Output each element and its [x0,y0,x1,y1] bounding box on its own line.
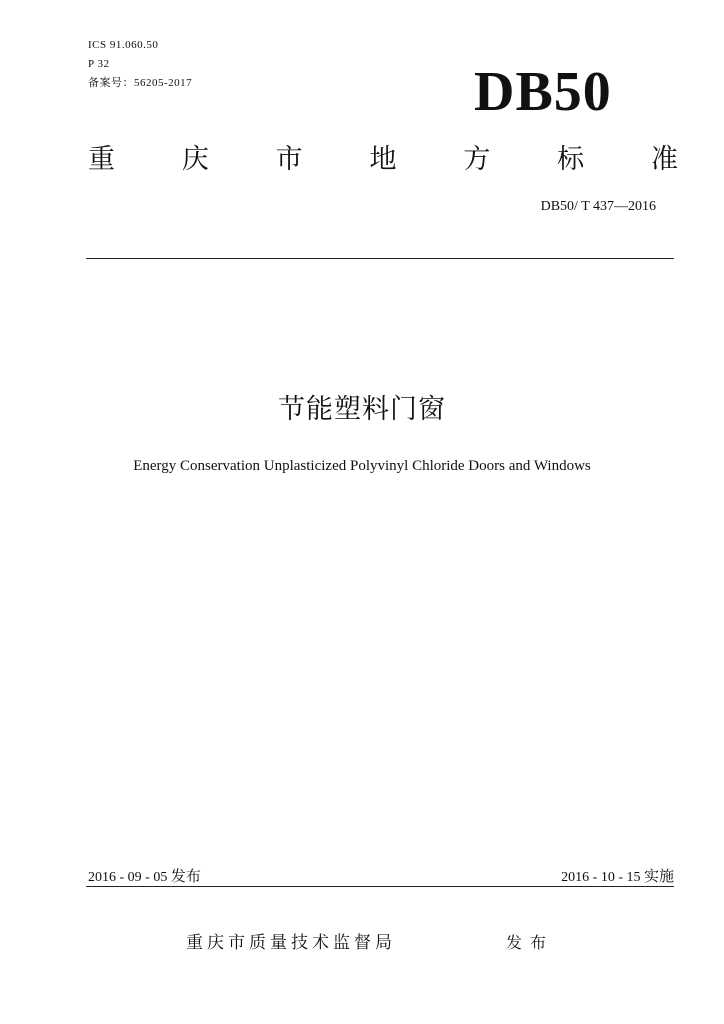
release-date-block [88,866,201,888]
header-divider [86,258,674,259]
issuing-authority: 重庆市质量技术监督局 [186,933,396,953]
standard-type-char: 重 [88,144,115,175]
footer-divider [86,886,674,887]
release-date: 2016 - 09 - 05 [88,870,168,885]
release-label: 发布 [170,867,201,885]
standard-code: DB50 [474,61,612,123]
effective-label: 实施 [643,867,674,885]
standard-type-char: 方 [463,144,491,175]
classification-code: P 32 [88,58,110,70]
effective-date-block [561,866,674,888]
effective-date: 2016 - 10 - 15 [561,870,641,885]
standard-type-char: 准 [650,144,678,175]
standard-type-heading [88,142,678,178]
standard-type-char: 庆 [181,144,209,175]
document-title-en: Energy Conservation Unplasticized Polyvinyl Chloride Doors and Windows [133,458,591,474]
standard-type-char: 地 [369,144,397,175]
ics-code: ICS 91.060.50 [88,39,159,51]
document-title-zh: 节能塑料门窗 [278,394,446,425]
standard-type-char: 市 [275,144,303,175]
issue-word: 发布 [506,933,555,952]
standard-number: DB50/ T 437—2016 [540,199,656,214]
standard-type-char: 标 [557,144,585,175]
filing-number: 备案号：56205-2017 [88,77,193,89]
